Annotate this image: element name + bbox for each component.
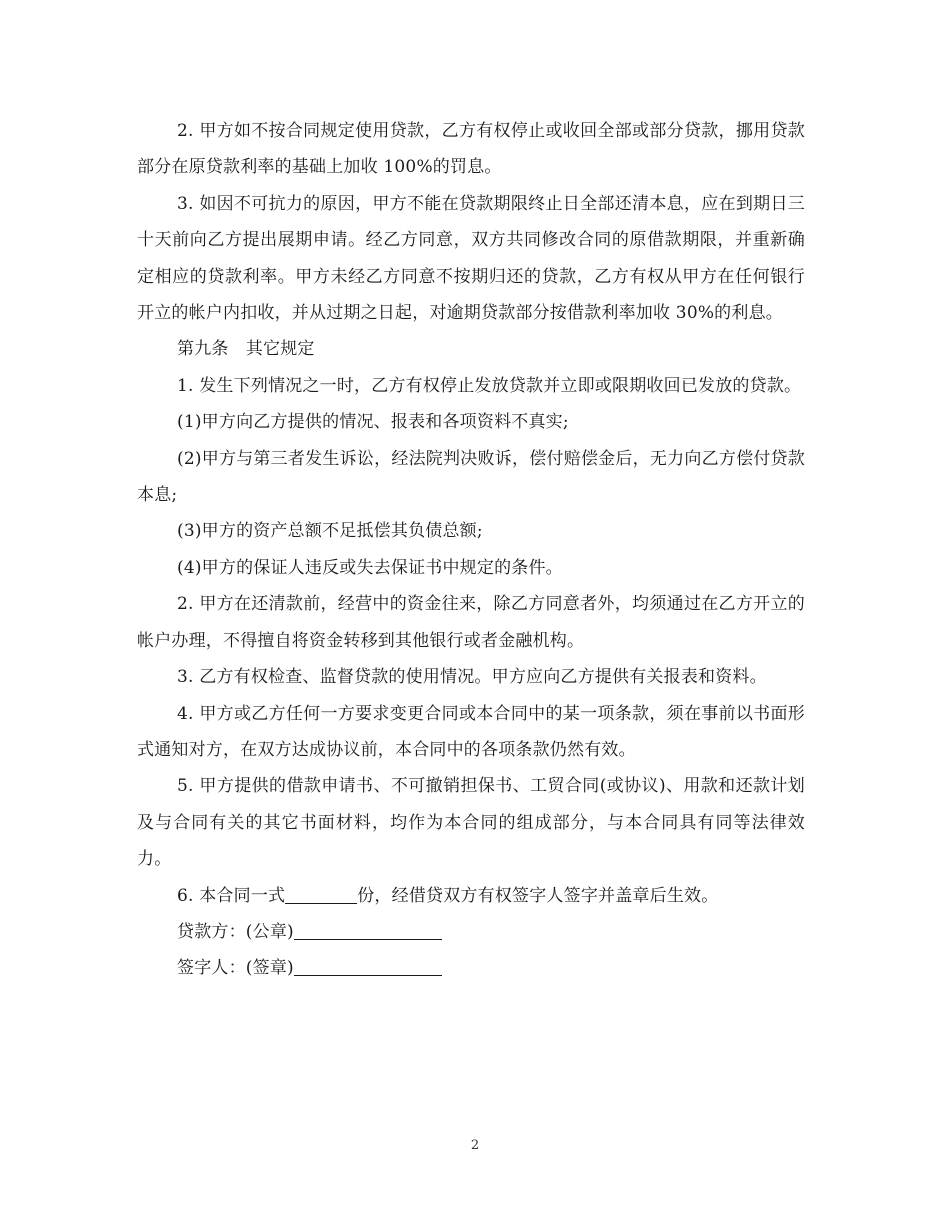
document-body [137,113,805,987]
clause-9-item-1: 1. 发生下列情况之一时，乙方有权停止发放贷款并立即或限期收回已发放的贷款。 [177,375,802,396]
clause-9-item-3: 3. 乙方有权检查、监督贷款的使用情况。甲方应向乙方提供有关报表和资料。 [177,667,767,688]
signer-line [137,950,805,986]
clause-9-item-1-sub-2: (2)甲方与第三者发生诉讼，经法院判决败诉，偿付赔偿金后，无力向乙方偿付贷款本息; [137,448,805,506]
copies-clause-start: 6. 本合同一式 [177,885,286,906]
lender-seal-blank [294,919,442,940]
signer-label: 签字人：(签章) [177,958,294,979]
clause-9-item-4: 4. 甲方或乙方任何一方要求变更合同或本合同中的某一项条款，须在事前以书面形式通知对方，在双方达成协议前，本合同中的各项条款仍然有效。 [137,703,805,760]
clause-8-item-3: 3. 如因不可抗力的原因，甲方不能在贷款期限终止日全部还清本息，应在到期日三十天前向乙方提出展期申请。经乙方同意，双方共同修改合同的原借款期限，并重新确定相应的贷款利率。甲方未经乙方同意不按期归还的贷款，乙方有权从甲方在任何银行开立的帐户内扣收，并从过期之日起，对逾期贷款部分按借款利率加收 30%的利息。 [137,193,805,324]
article-9-heading: 第九条 其它规定 [177,339,315,360]
clause-9-item-2: 2. 甲方在还清款前，经营中的资金往来，除乙方同意者外，均须通过在乙方开立的帐户办理，不得擅自将资金转移到其他银行或者金融机构。 [137,594,805,651]
clause-8-item-2: 2. 甲方如不按合同规定使用贷款，乙方有权停止或收回全部或部分贷款，挪用贷款部分在原贷款利率的基础上加收 100%的罚息。 [137,121,805,178]
clause-9-item-6 [137,878,805,914]
clause-9-item-1-sub-3: (3)甲方的资产总额不足抵偿其负债总额; [177,521,483,542]
lender-seal-label: 贷款方：(公章) [177,921,294,942]
page-number: 2 [470,1138,480,1153]
clause-9-item-1-sub-1: (1)甲方向乙方提供的情况、报表和各项资料不真实; [177,412,569,433]
lender-seal-line [137,914,805,950]
copies-blank [285,883,357,904]
signer-blank [294,955,442,976]
clause-9-item-1-sub-4: (4)甲方的保证人违反或失去保证书中规定的条件。 [177,557,563,578]
clause-9-item-5: 5. 甲方提供的借款申请书、不可撤销担保书、工贸合同(或协议)、用款和还款计划及与合同有关的其它书面材料，均作为本合同的组成部分，与本合同具有同等法律效力。 [137,776,805,870]
copies-clause-end: 份，经借贷双方有权签字人签字并盖章后生效。 [357,885,719,906]
